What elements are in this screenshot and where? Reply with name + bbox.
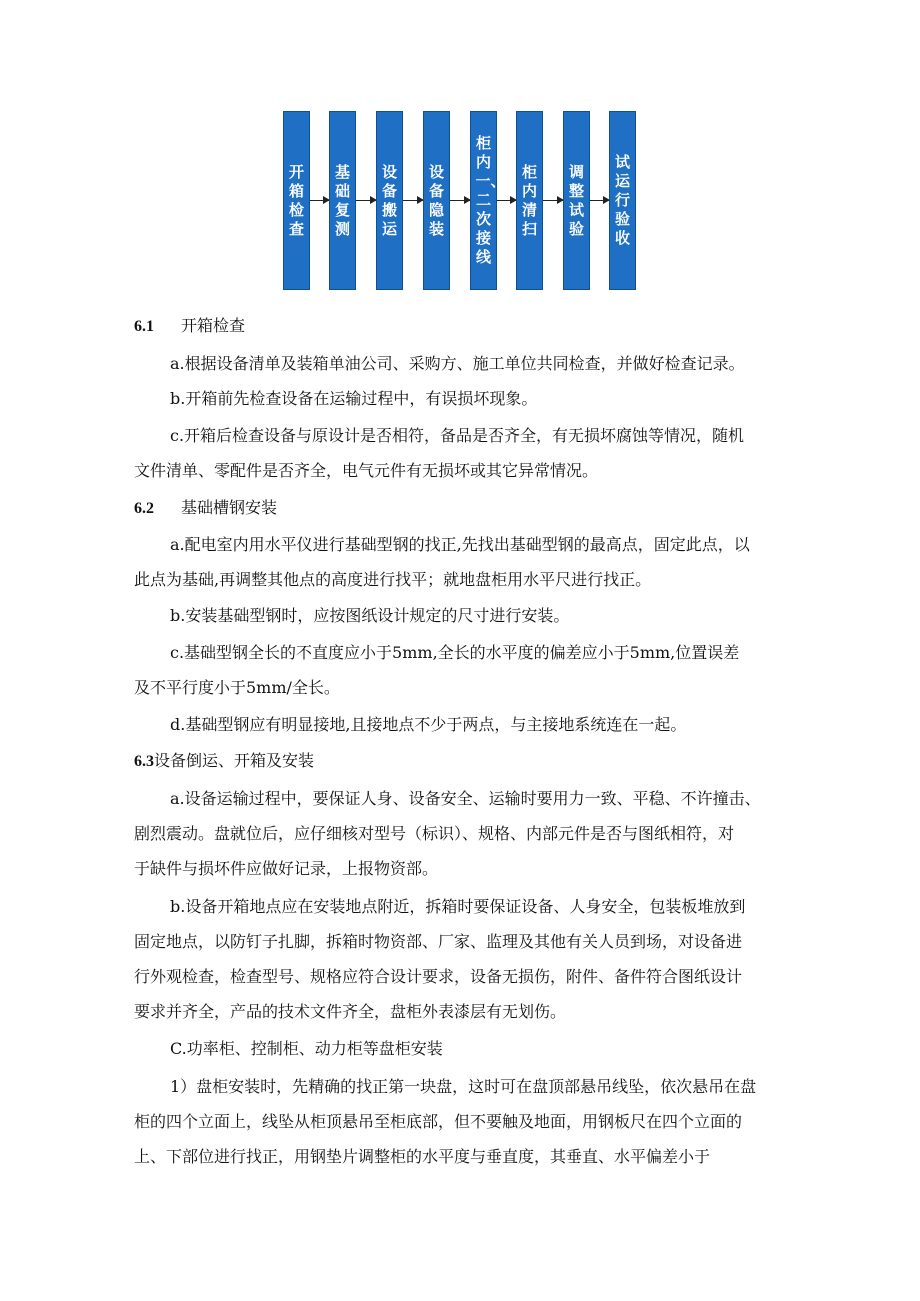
paragraph-line: 固定地点，以防钉子扎脚，拆箱时物资部、厂家、监理及其他有关人员到场，对设备进 (134, 932, 743, 951)
paragraph-line: b.开箱前先检查设备在运输过程中，有误损坏现象。 (170, 389, 538, 408)
paragraph-line: 要求并齐全，产品的技术文件齐全，盘柜外表漆层有无划伤。 (134, 1002, 567, 1021)
flow-step-2: 基础复测 (329, 111, 356, 290)
flow-step-1: 开箱检查 (283, 111, 310, 290)
flow-step-8: 试运行验收 (609, 111, 636, 290)
paragraph-line: 文件清单、零配件是否齐全，电气元件有无损坏或其它异常情况。 (134, 461, 599, 480)
paragraph-line: a.根据设备清单及装箱单油公司、采购方、施工单位共同检查，并做好检查记录。 (170, 354, 745, 373)
section-number: 6.1 (134, 318, 154, 335)
section-heading-6-3 (134, 749, 314, 773)
flow-step-3: 设备搬运 (376, 111, 403, 290)
paragraph-line: 1）盘柜安装时，先精确的找正第一块盘，这时可在盘顶部悬吊线坠，依次悬吊在盘 (170, 1077, 757, 1096)
paragraph-line: C.功率柜、控制柜、动力柜等盘柜安装 (170, 1039, 443, 1058)
paragraph-line: 行外观检查，检查型号、规格应符合设计要求，设备无损伤，附件、备件符合图纸设计 (134, 967, 743, 986)
flow-arrow (356, 200, 376, 201)
section-title: 开箱检查 (181, 316, 246, 335)
flow-step-7: 调整试验 (563, 111, 590, 290)
flow-arrow (403, 200, 423, 201)
flow-arrow (590, 200, 609, 201)
paragraph-line: a.设备运输过程中，要保证人身、设备安全、运输时要用力一致、平稳、不许撞击、 (170, 789, 761, 808)
paragraph-line: 剧烈震动。盘就位后，应仔细核对型号（标识）、规格、内部元件是否与图纸相符，对 (134, 824, 735, 843)
flow-arrow (450, 200, 470, 201)
paragraph-line: 上、下部位进行找正，用钢垫片调整柜的水平度与垂直度，其垂直、水平偏差小于 (134, 1147, 711, 1166)
section-heading-6-1 (134, 314, 245, 338)
paragraph-line: 柜的四个立面上，线坠从柜顶悬吊至柜底部，但不要触及地面，用钢板尺在四个立面的 (134, 1112, 743, 1131)
section-title: 设备倒运、开箱及安装 (154, 751, 315, 770)
paragraph-line: a.配电室内用水平仪进行基础型钢的找正,先找出基础型钢的最高点，固定此点，以 (170, 535, 750, 554)
section-number: 6.3 (134, 753, 154, 770)
paragraph-line: d.基础型钢应有明显接地,且接地点不少于两点，与主接地系统连在一起。 (170, 715, 687, 734)
flow-arrow (497, 200, 516, 201)
paragraph-line: 于缺件与损坏件应做好记录，上报物资部。 (134, 859, 439, 878)
section-heading-6-2 (134, 496, 277, 520)
flow-step-5: 柜内一、二次接线 (470, 111, 497, 290)
flow-arrow (310, 200, 329, 201)
paragraph-line: b.安装基础型钢时，应按图纸设计规定的尺寸进行安装。 (170, 606, 570, 625)
section-number: 6.2 (134, 500, 154, 517)
paragraph-line: c.开箱后检查设备与原设计是否相符，备品是否齐全，有无损坏腐蚀等情况，随机 (170, 426, 745, 445)
process-flowchart (283, 111, 635, 290)
paragraph-line: 此点为基础,再调整其他点的高度进行找平；就地盘柜用水平尺进行找正。 (134, 570, 652, 589)
flow-step-4: 设备隐装 (423, 111, 450, 290)
paragraph-line: c.基础型钢全长的不直度应小于5mm,全长的水平度的偏差应小于5mm,位置误差 (170, 643, 740, 662)
section-title: 基础槽钢安装 (181, 498, 278, 517)
paragraph-line: 及不平行度小于5mm/全长。 (134, 678, 340, 697)
flow-step-6: 柜内清扫 (516, 111, 543, 290)
paragraph-line: b.设备开箱地点应在安装地点附近，拆箱时要保证设备、人身安全，包装板堆放到 (170, 897, 746, 916)
flow-arrow (543, 200, 563, 201)
